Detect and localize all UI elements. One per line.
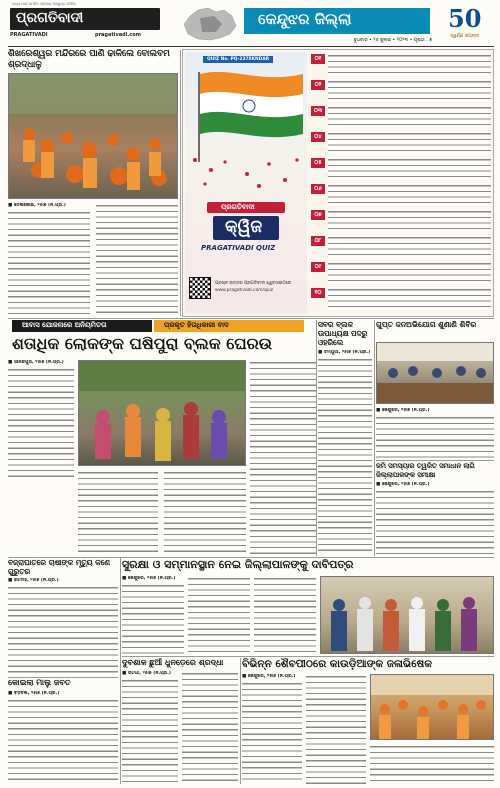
story-protest-headline: ଶତାଧିକ ଲୋକଙ୍କ ଘଷିପୁରା ବ୍ଲକ ଘେରଉ [12, 334, 273, 353]
story-kanwar-headline: ବିଭିନ୍ନ ଶୈବପୀଠରେ କାଉଡ଼ିଆଙ୍କ ଜଳାଭିଷେକ [242, 658, 432, 670]
story-block-body [318, 357, 372, 553]
story-meeting [376, 462, 494, 558]
protest-kicker-right [154, 320, 304, 332]
story-protest-body-col4 [250, 360, 316, 554]
kanwar-procession-photo [8, 73, 178, 199]
quiz-question [311, 130, 493, 156]
district-title-banner [244, 8, 430, 34]
quiz-question-number: ୦୫ [311, 158, 325, 168]
protest-kicker-left [12, 320, 152, 332]
story-bird-body [8, 698, 118, 784]
quiz-question-number: ୦୬ [311, 184, 325, 194]
story-meeting-dateline: ■ କେନ୍ଦୁଝର, ୨୫ା୭ (ନି.ପ୍ର.) [376, 482, 430, 487]
column-rule [8, 318, 494, 319]
story-kanwar [242, 658, 494, 784]
quiz-question [311, 234, 493, 260]
story-kanwar-dateline: ■ କେନ୍ଦୁଝର, ୨୫ା୭ (ନି.ପ୍ର.) [242, 674, 296, 679]
story-rock-dateline: ■ ଘଟଗାଁ, ୨୫ା୭ (ନି.ପ୍ର.) [122, 671, 171, 676]
quiz-question [311, 260, 493, 286]
quiz-question-number: ୦୨ [311, 80, 325, 90]
quiz-question-number: ୦୮ [311, 236, 325, 246]
masthead-tagline: ସତ୍ୟ ପାଇଁ ସମର୍ପିତ ଓଡ଼ିଶାର ବିଶ୍ୱସ୍ତ ଦୈନିକ [12, 2, 76, 6]
story-temple-body-col1 [8, 210, 90, 315]
story-temple-headline: ଶିଖରେଶ୍ୱର ମନ୍ଦିରରେ ପାଣି ଢାଳିଲେ ବୋଲବମ ଶ୍ରଦ୍ଧାଳୁ [8, 49, 170, 70]
story-rock-headline: ଦୁବଶାଳ ଛୁଆଁ ଧୁନଡ଼େରେ ଶ୍ରଦ୍ଧା [122, 658, 224, 667]
quiz-question-number: ୦୪ [311, 132, 325, 142]
story-farmer [8, 558, 118, 676]
story-security-body-col2 [188, 576, 250, 654]
memorandum-group-photo [320, 576, 494, 654]
story-rock-body-col1 [122, 678, 178, 784]
story-security-headline: ସୁରକ୍ଷା ଓ ସମ୍ମାନସ୍ଥାନ ନେଇ ଜିଲ୍ଲାପାଳଙ୍କୁ ଦାବିପତ୍ର [122, 558, 354, 571]
quiz-question-list [311, 52, 493, 314]
odisha-map-graphic [180, 4, 242, 44]
story-meeting-headline: ଜମି ସମସ୍ୟାର ତ୍ୱରିତ ସମାଧାନ ଲାଗି ଜିଲ୍ଲାପାଳଙ୍କ ସମୀକ୍ଷା [376, 462, 475, 479]
quiz-box [182, 49, 494, 317]
qr-code [189, 277, 211, 299]
quiz-title-box [213, 216, 279, 240]
column-rule [8, 557, 494, 558]
story-block-dateline: ■ ଚମ୍ପୁଆ, ୨୫ା୭ (ନି.ପ୍ର.) [318, 350, 371, 355]
story-protest-dateline: ■ ଆନନ୍ଦପୁର, ୨୫ା୭ (ନି.ପ୍ର.) [8, 360, 64, 365]
story-security [122, 558, 494, 654]
column-rule [316, 320, 317, 556]
story-block-headline: ସବର ବ୍ଲକ ଉପାଧ୍ୟକ୍ଷ ପଦରୁ ଓହରିଲେ [318, 320, 368, 347]
story-hearing-dateline: ■ କେନ୍ଦୁଝର, ୨୫ା୭ (ନି.ପ୍ର.) [376, 408, 430, 413]
quiz-question [311, 286, 493, 312]
protest-crowd-photo [78, 360, 246, 466]
quiz-question [311, 52, 493, 78]
masthead [0, 0, 500, 48]
story-farmer-body [8, 585, 118, 676]
story-security-dateline: ■ କେନ୍ଦୁଝର, ୨୫ା୭ (ନି.ପ୍ର.) [122, 576, 176, 581]
column-rule [120, 558, 121, 784]
hearing-camp-photo [376, 342, 494, 404]
story-protest-body-col2 [78, 470, 158, 554]
story-bird [8, 678, 118, 784]
quiz-question-number: ୦୩ [311, 106, 325, 116]
indian-flag-graphic [185, 66, 307, 162]
quiz-question-number: ୦୧ [311, 54, 325, 64]
story-kanwar-body-col3 [370, 744, 494, 784]
story-hearing-headline: ଗୁପ୍ତ ଜନଅଭିଯୋଗ ଶୁଣାଣି ଶିବିର [376, 320, 477, 329]
red-petals-graphic [185, 152, 307, 192]
column-rule [240, 658, 241, 784]
story-rock [122, 658, 238, 784]
story-temple-body-col2 [96, 203, 178, 315]
quiz-title: କ୍ୱିଜ [225, 217, 263, 237]
quiz-footer-line1: ପ୍ରଶ୍ନ ଉତ୍ତର ପ୍ରଗତିବାଦୀ ୱେବସାଇଟରେ [215, 281, 292, 286]
story-temple-dateline: ■ ତେଲକୋଇ, ୨୫ା୭ (ନି.ପ୍ର.) [8, 203, 66, 208]
column-rule [8, 677, 118, 678]
anniversary-text: ସ୍ୱର୍ଣ୍ଣ ଜୟନ୍ତୀ [450, 34, 480, 39]
quiz-poster [185, 52, 307, 314]
quiz-question [311, 104, 493, 130]
story-rock-body-col2 [182, 671, 238, 784]
story-kanwar-body-col2 [306, 674, 366, 784]
column-rule [180, 50, 181, 316]
story-meeting-body [376, 489, 494, 558]
quiz-question [311, 208, 493, 234]
story-kanwar-body-col1 [242, 681, 302, 784]
quiz-question [311, 156, 493, 182]
quiz-title-en: PRAGATIVADI QUIZ [201, 244, 276, 252]
quiz-question [311, 182, 493, 208]
story-temple [8, 49, 178, 317]
story-security-body-col1 [122, 583, 184, 654]
quiz-brand-banner [207, 202, 285, 213]
story-bird-headline: କୋଇଲା ମାଲୁ ଜବତ [8, 678, 71, 687]
quiz-footer-line2: www.pragativadi.com/quiz [215, 288, 274, 293]
story-hearing-body [376, 415, 494, 458]
story-farmer-dateline: ■ ହାଟଡିହି, ୨୫ା୭ (ନି.ପ୍ର.) [8, 578, 59, 583]
district-title: କେନ୍ଦୁଝର ଜିଲ୍ଲା [258, 10, 352, 28]
protest-kicker-right-text: ପ୍ରକୃତ ହିତାଧିକାରୀ ବାଦ [164, 321, 229, 329]
column-rule [376, 460, 494, 461]
story-protest-body-col1 [8, 367, 74, 477]
masthead-logo [10, 8, 160, 30]
protest-kicker-left-text: ଆବାସ ଯୋଜନାରେ ଅନିୟମିତତା [22, 321, 107, 329]
quiz-question-number: ୦୭ [311, 210, 325, 220]
story-protest [8, 320, 316, 556]
story-hearing [376, 320, 494, 458]
story-bird-dateline: ■ ବଡ଼ବିଲ, ୨୫ା୭ (ନି.ପ୍ର.) [8, 691, 60, 696]
logo-text: ପ୍ରଗତିବାଦୀ [16, 10, 84, 26]
story-farmer-headline: ବଜ୍ରାଘାତରେ ଚାଷୀଙ୍କ ମୃତ୍ୟୁ କଣେ ଗୁରୁତର [8, 558, 110, 576]
quiz-question-number: ୧୦ [311, 288, 325, 298]
website: pragativadi.com [95, 32, 141, 38]
quiz-question [311, 78, 493, 104]
anniversary-logo [440, 4, 492, 42]
anniversary-number: 50 [448, 4, 482, 33]
quiz-badge: QUIZ No. PQ-2378KNDAR [203, 56, 273, 63]
story-block [318, 320, 372, 556]
logo-sub: PRAGATIVADI [10, 32, 48, 38]
shrine-crowd-photo [370, 674, 494, 740]
story-protest-body-col3 [164, 470, 246, 554]
quiz-brand: ପ୍ରଗତିବାଦୀ [221, 203, 255, 211]
column-rule [122, 656, 494, 657]
column-rule [374, 320, 375, 556]
story-security-body-col3 [254, 576, 316, 654]
quiz-question-number: ୦୯ [311, 262, 325, 272]
dateline-bar: ବୁଧବାର • ୨୬ ଜୁଲାଇ • ୨୦୨୩ • ପୃଷ୍ଠା : ୭ [353, 38, 432, 43]
